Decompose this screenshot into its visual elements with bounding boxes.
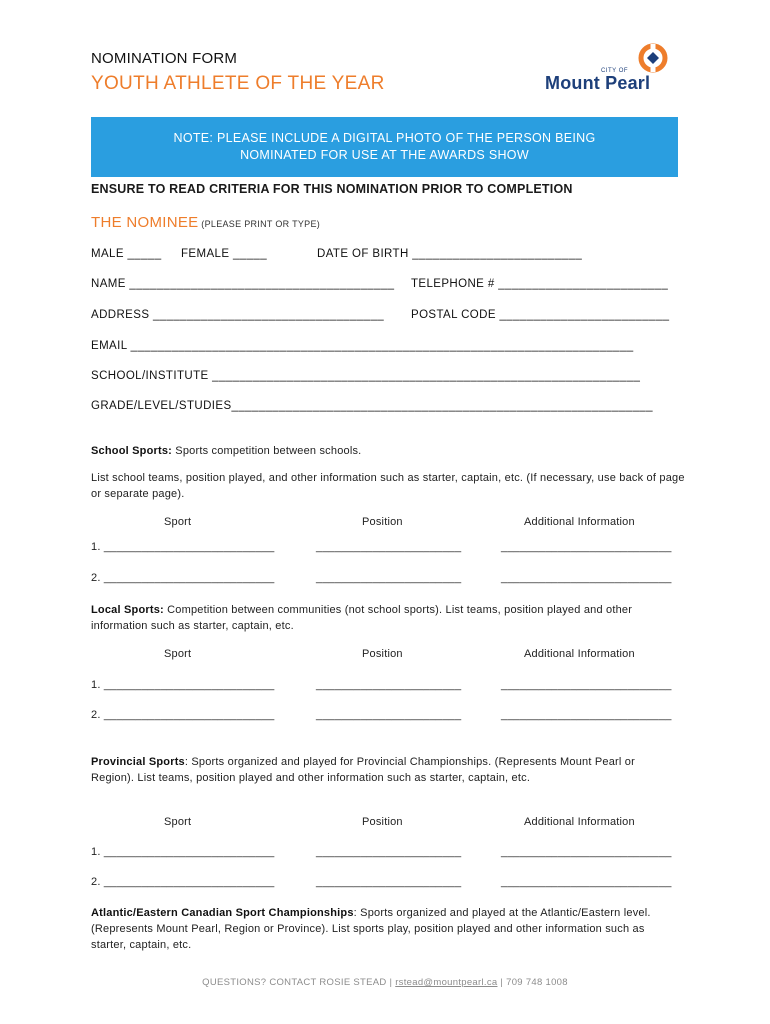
- school-row-1-sport[interactable]: 1. ___________________________: [91, 541, 275, 553]
- provincial-row-2-position[interactable]: _______________________: [316, 876, 462, 888]
- provincial-row-2-additional[interactable]: ___________________________: [501, 876, 672, 888]
- nominee-title: THE NOMINEE: [91, 214, 199, 231]
- form-title: YOUTH ATHLETE OF THE YEAR: [91, 73, 385, 94]
- male-field[interactable]: MALE _____: [91, 248, 162, 260]
- contact-footer: [0, 977, 770, 988]
- local-col-additional: Additional Information: [524, 648, 635, 660]
- local-row-1-position[interactable]: _______________________: [316, 679, 462, 691]
- school-row-1-additional[interactable]: ___________________________: [501, 541, 672, 553]
- nominee-subtitle: (PLEASE PRINT OR TYPE): [198, 219, 321, 229]
- photo-note-box: [91, 117, 678, 177]
- provincial-row-1-additional[interactable]: ___________________________: [501, 846, 672, 858]
- local-row-2-position[interactable]: _______________________: [316, 709, 462, 721]
- local-sports-label: Local Sports:: [91, 604, 164, 616]
- provincial-row-1-sport[interactable]: 1. ___________________________: [91, 846, 275, 858]
- postal-code-field[interactable]: POSTAL CODE _________________________: [411, 309, 670, 321]
- school-institute-field[interactable]: SCHOOL/INSTITUTE _______________________________________________________________: [91, 370, 641, 382]
- grade-level-field[interactable]: GRADE/LEVEL/STUDIES______________________________________________________________: [91, 400, 653, 412]
- local-row-1-sport[interactable]: 1. ___________________________: [91, 679, 275, 691]
- footer-contact-text: QUESTIONS? CONTACT ROSIE STEAD |: [202, 977, 396, 988]
- school-col-sport: Sport: [164, 516, 192, 528]
- provincial-row-1-position[interactable]: _______________________: [316, 846, 462, 858]
- mount-pearl-logo: [543, 43, 683, 93]
- criteria-notice: ENSURE TO READ CRITERIA FOR THIS NOMINATION PRIOR TO COMPLETION: [91, 182, 573, 196]
- logo-name-text: Mount Pearl: [545, 73, 651, 93]
- mount-pearl-logo-icon: [638, 43, 668, 73]
- footer-phone: 709 748 1008: [506, 977, 568, 988]
- local-row-2-additional[interactable]: ___________________________: [501, 709, 672, 721]
- provincial-sports-heading: [91, 754, 661, 786]
- school-sports-instructions: List school teams, position played, and other information such as starter, captain, etc. (If necessary, use back of page or separate page).: [91, 472, 685, 500]
- footer-email-link[interactable]: rstead@mountpearl.ca: [395, 977, 498, 988]
- logo-city-text: CITY OF: [601, 68, 629, 74]
- telephone-field[interactable]: TELEPHONE # _________________________: [411, 278, 669, 290]
- school-row-2-position[interactable]: _______________________: [316, 572, 462, 584]
- atlantic-sports-label: Atlantic/Eastern Canadian Sport Championships: [91, 907, 354, 919]
- local-col-position: Position: [362, 648, 403, 660]
- local-sports-heading: [91, 602, 686, 634]
- provincial-row-2-sport[interactable]: 2. ___________________________: [91, 876, 275, 888]
- school-sports-heading: [91, 443, 691, 459]
- atlantic-sports-heading: [91, 905, 681, 953]
- provincial-col-position: Position: [362, 816, 403, 828]
- school-sports-label: School Sports:: [91, 445, 173, 457]
- female-field[interactable]: FEMALE _____: [181, 248, 267, 260]
- local-sports-text: Competition between communities (not school sports). List teams, position played and other information such as starter, captain, etc.: [91, 604, 633, 632]
- note-line-2: NOMINATED FOR USE AT THE AWARDS SHOW: [240, 148, 529, 162]
- atlantic-sports-text: : Sports organized and played at the Atlantic/Eastern level. (Represents Mount Pearl, Region or Province). List sports play, position played and other information such as starter, captain, etc.: [91, 907, 651, 951]
- local-col-sport: Sport: [164, 648, 192, 660]
- date-of-birth-field[interactable]: DATE OF BIRTH _________________________: [317, 248, 583, 260]
- note-line-1: NOTE: PLEASE INCLUDE A DIGITAL PHOTO OF THE PERSON BEING: [173, 131, 596, 145]
- school-sports-text: Sports competition between schools.: [172, 445, 362, 457]
- email-field[interactable]: EMAIL __________________________________________________________________________: [91, 340, 634, 352]
- local-row-1-additional[interactable]: ___________________________: [501, 679, 672, 691]
- provincial-sports-text: : Sports organized and played for Provincial Championships. (Represents Mount Pearl or Region). List teams, position played and other information such as starter, captain, etc.: [91, 756, 635, 784]
- address-field[interactable]: ADDRESS __________________________________: [91, 309, 385, 321]
- school-col-additional: Additional Information: [524, 516, 635, 528]
- name-field[interactable]: NAME _______________________________________: [91, 278, 395, 290]
- local-row-2-sport[interactable]: 2. ___________________________: [91, 709, 275, 721]
- provincial-col-additional: Additional Information: [524, 816, 635, 828]
- nominee-heading: [91, 214, 320, 232]
- footer-separator: |: [497, 977, 507, 988]
- form-label: NOMINATION FORM: [91, 50, 238, 67]
- provincial-col-sport: Sport: [164, 816, 192, 828]
- school-row-1-position[interactable]: _______________________: [316, 541, 462, 553]
- school-col-position: Position: [362, 516, 403, 528]
- school-row-2-sport[interactable]: 2. ___________________________: [91, 572, 275, 584]
- school-row-2-additional[interactable]: ___________________________: [501, 572, 672, 584]
- provincial-sports-label: Provincial Sports: [91, 756, 185, 768]
